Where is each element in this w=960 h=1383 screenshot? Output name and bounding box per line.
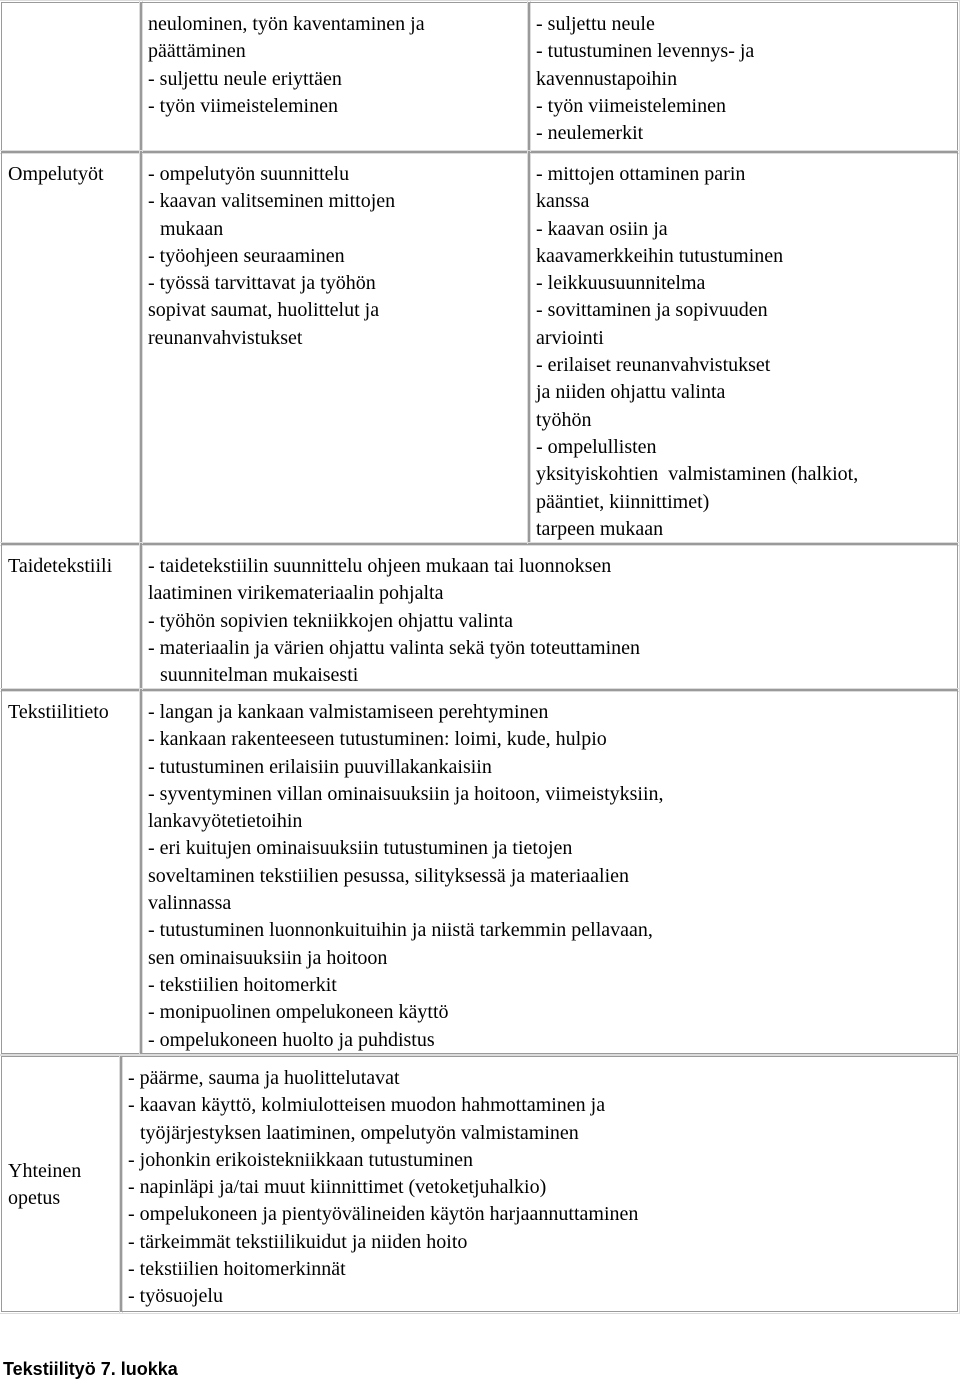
text-line: - erilaiset reunanvahvistukset	[536, 354, 771, 377]
row-taidetekstiili-label-cell	[1, 544, 141, 690]
text-line: - neulemerkit	[536, 122, 644, 145]
row-neulonta-col2-cell	[529, 2, 958, 152]
text-line: - monipuolinen ompelukoneen käyttö	[148, 1001, 449, 1024]
text-line: - tutustuminen luonnonkuituihin ja niistä tarkemmin pellavaan,	[148, 919, 653, 942]
text-line: - työohjeen seuraaminen	[148, 244, 345, 267]
text-line: - työhön sopivien tekniikkojen ohjattu valinta	[148, 609, 513, 632]
row-tekstiilitieto-label-cell	[1, 690, 141, 1054]
row-yhteinen-opetus-content-cell	[121, 1056, 958, 1312]
row-ompelutyot-label-cell	[1, 152, 141, 544]
text-line: mukaan	[160, 217, 224, 240]
text-line: - ompelukoneen huolto ja puhdistus	[148, 1028, 435, 1051]
text-line: työjärjestyksen laatiminen, ompelutyön valmistaminen	[140, 1121, 579, 1144]
text-line: - sovittaminen ja sopivuuden	[536, 299, 768, 322]
text-line: sopivat saumat, huolittelut ja	[148, 299, 380, 322]
text-line: - tärkeimmät tekstiilikuidut ja niiden hoito	[128, 1230, 468, 1253]
row-label: opetus	[8, 1187, 61, 1210]
row-tekstiilitieto-content-cell	[141, 690, 958, 1054]
text-line: sen ominaisuuksiin ja hoitoon	[148, 946, 388, 969]
text-line: - materiaalin ja värien ohjattu valinta sekä työn toteuttaminen	[148, 636, 641, 659]
row-label: Tekstiilitieto	[8, 701, 109, 723]
row-label: Yhteinen	[8, 1160, 82, 1182]
text-line: kaavamerkkeihin tutustuminen	[536, 244, 784, 267]
row-yhteinen-opetus-label-cell	[1, 1056, 121, 1312]
text-line: - langan ja kankaan valmistamiseen perehtyminen	[148, 701, 549, 723]
row-neulonta-label-cell	[1, 2, 141, 152]
text-line: päättäminen	[148, 40, 246, 63]
row-label: Taidetekstiili	[8, 555, 113, 577]
text-line: - ompelukoneen ja pientyövälineiden käytön harjaannuttaminen	[128, 1203, 639, 1226]
text-line: laatiminen virikemateriaalin pohjalta	[148, 582, 444, 605]
text-line: valinnassa	[148, 892, 232, 915]
text-line: - työssä tarvittavat ja työhön	[148, 272, 376, 295]
text-line: yksityiskohtien valmistaminen (halkiot,	[536, 463, 859, 486]
text-line: - syventyminen villan ominaisuuksiin ja hoitoon, viimeistyksiin,	[148, 782, 664, 805]
text-line: lankavyötetietoihin	[148, 810, 303, 833]
text-line: tarpeen mukaan	[536, 517, 664, 540]
text-line: - tekstiilien hoitomerkinnät	[128, 1258, 346, 1281]
text-line: - tekstiilien hoitomerkit	[148, 973, 337, 996]
text-line: suunnitelman mukaisesti	[160, 664, 359, 687]
text-line: ja niiden ohjattu valinta	[536, 381, 726, 404]
text-line: - kaavan osiin ja	[536, 217, 668, 240]
text-line: - napinläpi ja/tai muut kiinnittimet (vetoketjuhalkio)	[128, 1176, 547, 1199]
text-line: kanssa	[536, 190, 590, 213]
text-line: - suljettu neule	[536, 13, 655, 35]
text-line: - kaavan valitseminen mittojen	[148, 190, 396, 213]
text-line: - ompelutyön suunnittelu	[148, 163, 350, 185]
text-line: - kankaan rakenteeseen tutustuminen: loimi, kude, hulpio	[148, 728, 607, 751]
text-line: neulominen, työn kaventaminen ja	[148, 13, 425, 35]
text-line: - leikkuusuunnitelma	[536, 272, 706, 295]
text-line: - työn viimeisteleminen	[148, 94, 338, 117]
text-line: - johonkin erikoistekniikkaan tutustuminen	[128, 1148, 473, 1171]
text-line: - eri kuitujen ominaisuuksiin tutustuminen ja tietojen	[148, 837, 573, 860]
row-label: Ompelutyöt	[8, 163, 104, 185]
row-taidetekstiili-content-cell	[141, 544, 958, 690]
text-line: - työn viimeisteleminen	[536, 94, 726, 117]
row-ompelutyot-col2-cell	[529, 152, 958, 544]
row-neulonta-col1-cell	[141, 2, 529, 152]
text-line: - ompelullisten	[536, 435, 657, 458]
text-line: - kaavan käyttö, kolmiulotteisen muodon hahmottaminen ja	[128, 1094, 606, 1117]
text-line: - mittojen ottaminen parin	[536, 163, 746, 185]
text-line: työhön	[536, 408, 592, 431]
text-line: - suljettu neule eriyttäen	[148, 67, 342, 90]
text-line: - taidetekstiilin suunnittelu ohjeen mukaan tai luonnoksen	[148, 555, 612, 577]
row-ompelutyot-col1-cell	[141, 152, 529, 544]
text-line: reunanvahvistukset	[148, 326, 303, 349]
text-line: pääntiet, kiinnittimet)	[536, 490, 710, 513]
text-line: soveltaminen tekstiilien pesussa, silityksessä ja materiaalien	[148, 864, 629, 887]
text-line: - päärme, sauma ja huolittelutavat	[128, 1067, 400, 1089]
text-line: arviointi	[536, 326, 604, 349]
text-line: - työsuojelu	[128, 1285, 223, 1308]
text-line: - tutustuminen erilaisiin puuvillakankaisiin	[148, 755, 492, 778]
text-line: - tutustuminen levennys- ja	[536, 40, 755, 63]
page-footer-title: Tekstiilityö 7. luokka	[3, 1359, 178, 1379]
text-line: kavennustapoihin	[536, 67, 678, 90]
